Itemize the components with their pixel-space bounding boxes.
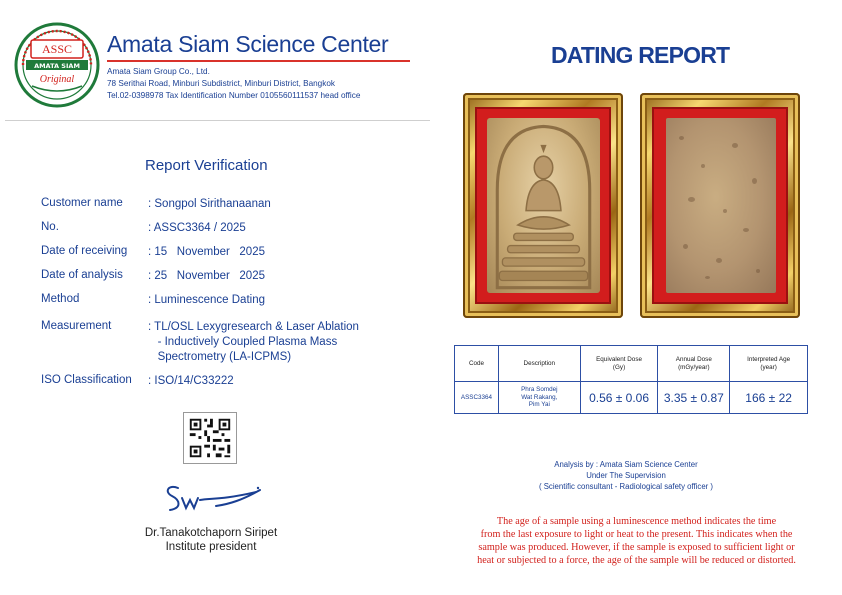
amulet-front-image (487, 118, 600, 293)
title-underline (107, 60, 410, 62)
field-value-iso: : ISO/14/C33222 (148, 375, 234, 387)
organization-group: Amata Siam Group Co., Ltd. (107, 67, 210, 76)
disclaimer-line-3: sample was produced. However, if the sample is exposed to sufficient light or (478, 542, 795, 553)
field-value-analysis: : 25 November 2025 (148, 270, 265, 282)
header-code-text: Code (468, 359, 484, 367)
field-value-receiving: : 15 November 2025 (148, 246, 265, 258)
cell-description-line1: Phra Somdej (521, 386, 558, 394)
signer-title: Institute president (165, 541, 257, 553)
field-label-iso: ISO Classification (41, 374, 132, 386)
header-annual-dose (658, 346, 730, 382)
analysis-by: Analysis by : Amata Siam Science Center (554, 460, 698, 469)
cell-annual-dose: 3.35 ± 0.87 (658, 382, 730, 414)
header-annual-dose-line2: (mGy/year) (678, 363, 710, 371)
field-label-receiving: Date of receiving (41, 245, 128, 257)
header-interpreted-age (730, 346, 808, 382)
seal-bottom-text: AMATA SIAM (34, 62, 80, 70)
seal-top-text: ASSC (41, 42, 73, 56)
signature (160, 478, 265, 518)
cell-interpreted-age: 166 ± 22 (730, 382, 808, 414)
cell-description-line2: Wat Rakang, (521, 393, 558, 401)
report-title: DATING REPORT (551, 42, 730, 68)
organization-title: Amata Siam Science Center (107, 31, 389, 57)
table-header-row (455, 346, 808, 382)
signer-name: Dr.Tanakotchaporn Siripet (144, 527, 278, 539)
qr-code[interactable] (183, 412, 237, 464)
header-equivalent-dose (580, 346, 658, 382)
header-divider (5, 120, 430, 121)
field-label-measurement: Measurement (41, 320, 112, 332)
results-table (454, 345, 808, 414)
header-equivalent-dose-line2: (Gy) (612, 363, 626, 371)
header-annual-dose-line1: Annual Dose (675, 355, 712, 363)
header-description-text: Description (523, 359, 556, 367)
disclaimer-line-2: from the last exposure to light or heat to the present. This indicates when the (480, 529, 793, 540)
field-label-customer: Customer name (41, 197, 123, 209)
header-equivalent-dose-line1: Equivalent Dose (596, 355, 642, 363)
header-code (455, 346, 499, 382)
seal-middle-text: Original (39, 74, 75, 85)
disclaimer-line-4: heat or subjected to a force, the age of the sample will be reduced or distorted. (477, 555, 796, 566)
cell-code: ASSC3364 (455, 382, 499, 414)
field-label-analysis: Date of analysis (41, 269, 123, 281)
header-interpreted-age-line1: Interpreted Age (747, 355, 791, 363)
buddha-relief-icon (487, 118, 600, 293)
amulet-back-image (666, 118, 776, 293)
assc-seal-logo (14, 22, 100, 108)
field-value-customer: : Songpol Sirithanaanan (148, 198, 271, 210)
field-value-number: : ASSC3364 / 2025 (148, 222, 246, 234)
field-value-measurement: : TL/OSL Lexygresearch & Laser Ablation - Inductively Coupled Plasma Mass Spectrometry (LA-ICPMS) (148, 321, 359, 363)
analysis-supervision: Under The Supervision (586, 471, 666, 480)
disclaimer-line-1: The age of a sample using a luminescence method indicates the time (496, 516, 777, 527)
field-label-number: No. (41, 221, 59, 233)
cell-description-line3: Pim Yai (528, 401, 550, 409)
analysis-consultant: ( Scientific consultant - Radiological safety officer ) (538, 482, 714, 491)
amulet-back-frame (640, 93, 800, 318)
field-label-method: Method (41, 293, 80, 305)
cell-description (498, 382, 580, 414)
header-interpreted-age-line2: (year) (760, 363, 777, 371)
frame-mat (475, 107, 611, 304)
verification-title: Report Verification (145, 157, 268, 174)
amulet-front-frame (463, 93, 623, 318)
organization-address: 78 Serithai Road, Minburi Subdistrict, Minburi District, Bangkok (107, 79, 335, 88)
frame-mat (652, 107, 788, 304)
table-row (455, 382, 808, 414)
field-value-method: : Luminescence Dating (148, 294, 265, 306)
cell-equivalent-dose: 0.56 ± 0.06 (580, 382, 658, 414)
header-description (498, 346, 580, 382)
organization-contact: Tel.02-0398978 Tax Identification Number 0105560111537 head office (107, 91, 361, 100)
